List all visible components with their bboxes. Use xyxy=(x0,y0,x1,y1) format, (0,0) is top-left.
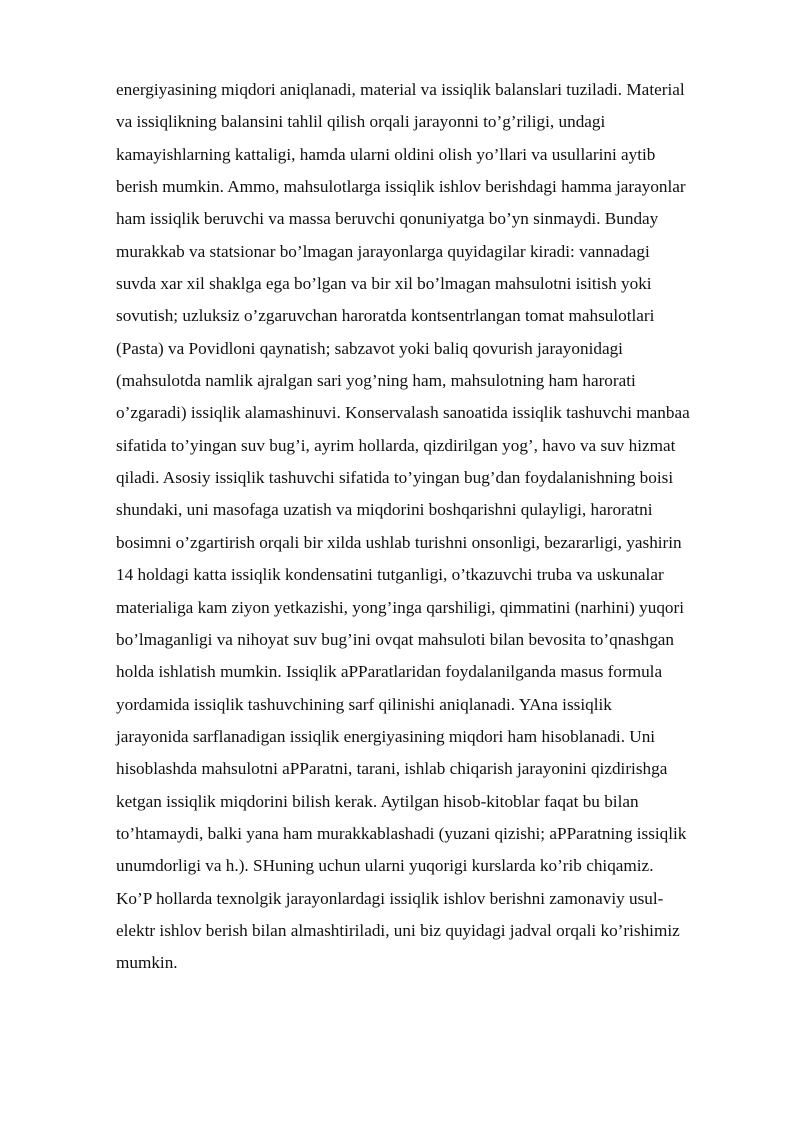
text-line: kamayishlarning kattaligi, hamda ularni oldini olish yo’llari va usullarini aytib xyxy=(116,144,656,164)
text-line: bosimni o’zgartirish orqali bir xilda ushlab turishni onsonligi, bezararligi, yashirin xyxy=(116,532,682,552)
text-line: energiyasining miqdori aniqlanadi, material va issiqlik balanslari tuziladi. Material xyxy=(116,80,685,99)
body-text xyxy=(116,74,756,980)
text-line: shundaki, uni masofaga uzatish va miqdorini boshqarishni qulayligi, haroratni xyxy=(116,500,653,520)
text-line: bo’lmaganligi va nihoyat suv bug’ini ovqat mahsuloti bilan bevosita to’qnashgan xyxy=(116,629,675,649)
text-line: murakkab va statsionar bo’lmagan jarayonlarga quyidagilar kiradi: vannadagi xyxy=(116,241,650,261)
text-line: 14 holdagi katta issiqlik kondensatini tutganligi, o’tkazuvchi truba va uskunalar xyxy=(116,565,664,585)
text-line: Ko’P hollarda texnolgik jarayonlardagi issiqlik ishlov berishni zamonaviy usul- xyxy=(116,888,664,908)
text-line: holda ishlatish mumkin. Issiqlik aPParatlaridan foydalanilganda masus formula xyxy=(116,662,663,682)
text-line: materialiga kam ziyon yetkazishi, yong’inga qarshiligi, qimmatini (narhini) yuqori xyxy=(116,597,685,617)
text-line: ham issiqlik beruvchi va massa beruvchi qonuniyatga bo’yn sinmaydi. Bunday xyxy=(116,209,659,229)
text-line: (Pasta) va Povidloni qaynatish; sabzavot yoki baliq qovurish jarayonidagi xyxy=(116,338,623,358)
text-line: unumdorligi va h.). SHuning uchun ularni yuqorigi kurslarda ko’rib chiqamiz. xyxy=(116,856,654,876)
text-line: to’htamaydi, balki yana ham murakkablashadi (yuzani qizishi; aPParatning issiqlik xyxy=(116,823,687,843)
text-line: suvda xar xil shaklga ega bo’lgan va bir xil bo’lmagan mahsulotni isitish yoki xyxy=(116,274,652,294)
text-line: o’zgaradi) issiqlik alamashinuvi. Konservalash sanoatida issiqlik tashuvchi manbaa xyxy=(116,403,690,423)
text-line: sovutish; uzluksiz o’zgaruvchan haroratda kontsentrlangan tomat mahsulotlari xyxy=(116,306,655,326)
text-line: jarayonida sarflanadigan issiqlik energiyasining miqdori ham hisoblanadi. Uni xyxy=(116,726,656,746)
text-line: yordamida issiqlik tashuvchining sarf qilinishi aniqlanadi. YAna issiqlik xyxy=(116,694,612,714)
text-line: ketgan issiqlik miqdorini bilish kerak. Aytilgan hisob-kitoblar faqat bu bilan xyxy=(116,791,639,811)
text-line: sifatida to’yingan suv bug’i, ayrim hollarda, qizdirilgan yog’, havo va suv hizmat xyxy=(116,435,676,455)
text-line: (mahsulotda namlik ajralgan sari yog’ning ham, mahsulotning ham harorati xyxy=(116,371,636,391)
text-line: berish mumkin. Ammo, mahsulotlarga issiqlik ishlov berishdagi hamma jarayonlar xyxy=(116,177,686,197)
text-line: va issiqlikning balansini tahlil qilish orqali jarayonni to’g’riligi, undagi xyxy=(116,112,606,132)
text-line: qiladi. Asosiy issiqlik tashuvchi sifatida to’yingan bug’dan foydalanishning boisi xyxy=(116,468,674,488)
text-line: elektr ishlov berish bilan almashtiriladi, uni biz quyidagi jadval orqali ko’rishimiz xyxy=(116,920,680,940)
text-line: hisoblashda mahsulotni aPParatni, tarani, ishlab chiqarish jarayonini qizdirishga xyxy=(116,759,668,779)
text-line: mumkin. xyxy=(116,953,178,973)
